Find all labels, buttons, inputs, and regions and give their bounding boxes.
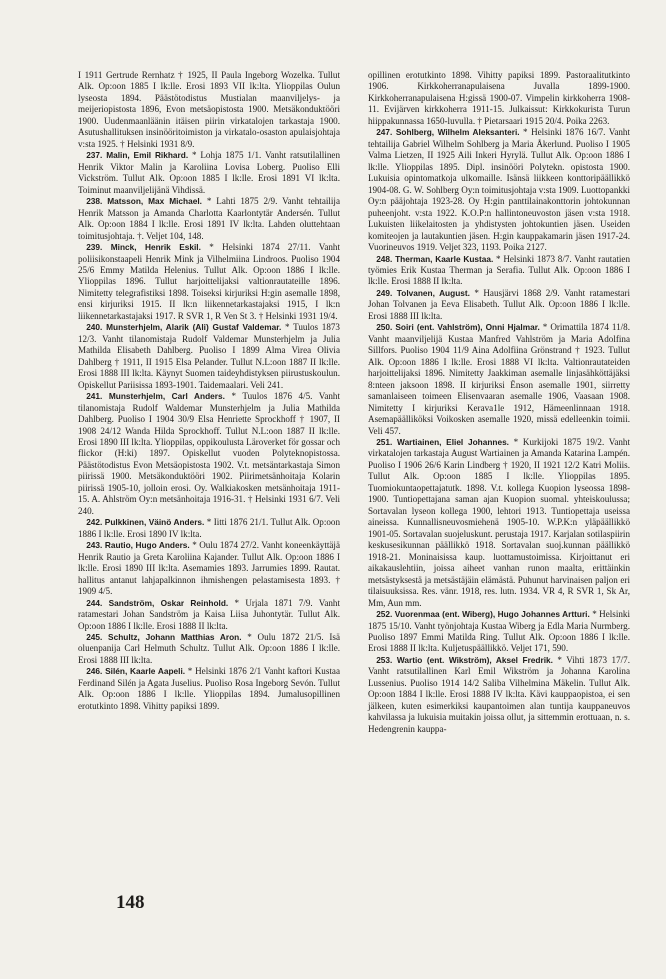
- biography-entry: [78, 242, 340, 322]
- entry-text: * Orimattila 1874 11/8. Vanht maanviljelijä Kustaa Manfred Vahlström ja Maria Adolfina Sillfors. Puoliso 1904 11/9 Aina Adolfiina Grönstrand † 1923. Tullut Alk. Op:oon 1886 I lk:lle. Erosi 1888 VI lk:lta. Valtionrautateiden harjoittelijaksi 1896. Nimitetty Jaakkiman asemalle linjasähköttäjäksi 8:nteen jaksoon 1898. II kirjuriksi Ënson asemalle 1901, siirretty samanlaiseen toimeen Elisenvaaran asemalle 1906, Vaasaan 1908. Nimitetty I kirjuriksi Kerava1le 1912, Hämeenlinnaan 1918. Asemapäälliköksi Voikosken asemalle 1920, missä edelleenkin toimii. Veli 457.: [368, 322, 630, 436]
- entry-text: * Urjala 1871 7/9. Vanht ratamestari Johan Sandström ja Kaisa Liisa Juhontytär. Tullut Alk. Op:oon 1886 I lk:lle. Erosi 1888 II lk:lta.: [78, 597, 340, 631]
- entry-text: * Lahti 1875 2/9. Vanht tehtailija Henrik Matsson ja Amanda Charlotta Kaarlontytär Andersén. Tullut Alk. Op:oon 1884 I lk:lle. Erosi 1891 IV lk:lta. Lahden oluttehtaan toimitusjohtaja. †. Veljet 104, 148.: [78, 196, 340, 241]
- page-number: 148: [116, 892, 145, 913]
- entry-heading: 253. Wartio (ent. Wikström), Aksel Fredrik.: [376, 654, 553, 665]
- biography-entry: [78, 598, 340, 632]
- entry-text: * Lohja 1875 1/1. Vanht ratsutilallinen Henrik Viktor Malin ja Karoliina Lovisa Loberg. Puoliso Elli Vickström. Tullut Alk. Op:oon 1885 I lk:lle. Erosi 1891 VI lk:lta. Toiminut maanviljelijänä Vihdissä.: [78, 150, 340, 195]
- entry-text: * Iitti 1876 21/1. Tullut Alk. Op:oon 1886 I lk:lle. Erosi 1890 IV lk:lta.: [78, 517, 340, 539]
- entry-heading: 237. Malin, Emil Rikhard.: [86, 150, 189, 161]
- entry-text: * Helsinki 1876 16/7. Vanht tehtailija Gabriel Wilhelm Sohlberg ja Maria Åkerlund. Puoliso I 1905 Valma Lietzen, II 1925 Aili Inkeri Hyrylä. Tullut Alk. Op:oon 1886 I lk:lle. Ylioppilas 1895. Dipl. insinööri Polytekn. opistosta 1900. Lukuisia opintomatkoja ulkomaille. Isänsä liikkeen konttoripäällikkö 1904-08. G. W. Sohlberg Oy:n toimitusjohtaja v:sta 1909. Luottopankki Oy:n pääjohtaja 1923-28. Oy H:gin panttilainakonttorin johtokunnan puheenjoht. v:sta 1922. K.O.P:n hallintoneuvoston jäsen v:sta 1918. Lukuisten liikelaitosten ja yhdistysten johtokuntien jäsen. Useiden komiteojen ja lautakuntien jäsen. H:gin kauppakamarin jäsen 1917-24. Vuorineuvos 1919. Veljet 323, 1193. Poika 2127.: [368, 127, 630, 253]
- biography-entry: [78, 150, 340, 196]
- entry-text: * Kurkijoki 1875 19/2. Vanht virkatalojen tarkastaja August Wartiainen ja Amanda Katarina Lampén. Puoliso I 1906 26/6 Karin Lindberg † 1920, II 1921 12/2 Katri Moliis. Tullut Alk. Op:oon 1885 I lk:lle. Ylioppilas 1895. Tuomiokuntaopettajatutk. 1898. V.t. kollega Kuopion lyseossa 1898-1900. Tuntiopettajana saman ajan Kuopion suomal. yhteiskoulussa; Sortavalan lyseon kollega 1900, lehtori 1913. Tuntiopettaja useissa aineissa. Kunnallisneuvosmiehenä 1905-10. W.P.K:n yläpäällikkö 1901-05. Sortavalan suojeluskunt. perustaja 1917. Karjalan sotilaspiirin keskusesikunnan päällikkö 1918. Sortavalan suoj.kunnan päällikkö 1918-21. Moninaisissa kaup. luottamustoimissa. Kirjoittanut eri aikakauslehtiin, joissa aiheet vanhan runon maalta, erittäinkin metsästyksestä ja metsästäjäin elämästä. Puhunut harvinaisen paljon eri tilaisuuksissa. Res. vänr. 1918, res. lutn. 1934. VR 4, R SVR 1, Sk Ar, Mm, Aun mm.: [368, 437, 630, 608]
- biography-entry: [368, 70, 630, 127]
- entry-text: * Oulu 1874 27/2. Vanht koneenkäyttäjä Henrik Rautio ja Greta Karoliina Kajander. Tullut Alk. Op:oon 1886 I lk:lle. Erosi 1890 III lk:lta. Asemamies 1893. Jarrumies 1899. Rautat. hallitus antanut lahjapalkinnon ihmishengen pelastamisesta 1893. † 1909 4/5.: [78, 540, 340, 597]
- entry-text: * Hausjärvi 1868 2/9. Vanht ratamestari Johan Tolvanen ja Eeva Elisabeth. Tullut Alk. Op:oon 1886 I lk:lle. Erosi 1888 III lk:lta.: [368, 287, 630, 321]
- right-column: [368, 70, 630, 735]
- entry-heading: 242. Pulkkinen, Väinö Anders.: [86, 517, 205, 528]
- biography-entry: [78, 632, 340, 666]
- entry-heading: 243. Rautio, Hugo Anders.: [86, 540, 190, 551]
- biography-entry: [78, 666, 340, 712]
- entry-text: I 1911 Gertrude Rernhatz † 1925, II Paula Ingeborg Wozelka. Tullut Alk. Op:oon 1885 I lk:lle. Erosi 1893 VII lk:lta. Ylioppilas Oulun lyseosta 1894. Päästötodistus Mustialan maanviljelys- ja meijeriopistosta 1896, Evon metsäopistosta 1900. Metsäkonduktööri 1900. Uudenmaanläänin itäisen piirin virkatalojen tarkastaja 1900. Asutushallituksen insinööritoimiston ja virkatalo-osaston apulaisjohtaja v:sta 1925. † Helsinki 1931 8/9.: [78, 70, 340, 149]
- biography-entry: [368, 322, 630, 437]
- entry-heading: 240. Munsterhjelm, Alarik (Ali) Gustaf Valdemar.: [86, 322, 282, 333]
- entry-heading: 247. Sohlberg, Wilhelm Aleksanteri.: [376, 127, 520, 138]
- entry-text: * Helsinki 1873 8/7. Vanht rautatien työmies Erik Kustaa Therman ja Serafia. Tullut Alk. Op:oon 1886 I lk:lle. Erosi 1888 II lk:lta.: [368, 253, 630, 287]
- entry-text: * Helsinki 1876 2/1 Vanht kaftori Kustaa Ferdinand Silén ja Agata Juselius. Puoliso Rosa Ingeborg Sevón. Tullut Alk. Op:oon 1886 I lk:lle. Ylioppilas 1894. Jumalusopillinen erotutkinto 1898. Vihitty papiksi 1899.: [78, 666, 340, 711]
- left-column: [78, 70, 340, 712]
- biography-entry: [78, 517, 340, 540]
- entry-heading: 251. Wartiainen, Eliel Johannes.: [376, 437, 509, 447]
- entry-heading: 252. Vuorenmaa (ent. Wiberg), Hugo Johannes Artturi.: [376, 609, 590, 620]
- entry-heading: 249. Tolvanen, August.: [376, 287, 470, 298]
- entry-text: * Helsinki 1875 15/10. Vanht työnjohtaja Kustaa Wiberg ja Edla Maria Nurmberg. Puoliso 1897 Emmi Matilda Ring. Tullut Alk. Op:oon 1886 I lk:lle. Erosi 1888 II lk:lta. Kuljetuspäällikkö. Veljet 171, 590.: [368, 609, 630, 654]
- biography-entry: [368, 609, 630, 655]
- entry-heading: 246. Silén, Kaarle Aapeli.: [86, 666, 186, 677]
- entry-heading: 250. Soiri (ent. Vahlström), Onni Hjalmar.: [376, 322, 540, 333]
- biography-entry: [78, 540, 340, 597]
- biography-entry: [78, 391, 340, 517]
- biography-entry: [78, 70, 340, 150]
- biography-entry: [368, 437, 630, 609]
- biography-entry: [368, 127, 630, 253]
- biography-entry: [368, 655, 630, 735]
- entry-heading: 238. Matsson, Max Michael.: [86, 196, 202, 207]
- biography-entry: [368, 288, 630, 322]
- entry-text: * Vihti 1873 17/7. Vanht ratsutilallinen Karl Emil Wikström ja Johanna Karolina Lussenius. Puoliso 1914 14/2 Saliba Vilhelmina Mäkelin. Tullut Alk. Op:oon 1884 I lk:lle. Erosi 1888 IV lk:lta. Kävi kauppaopistoa, ei sen jälkeen, kuten esimerkiksi kaupantoimen alan tuntija kauppaneuvos kahvilassa ja lukuisia muitakin joissa ollut, ja sittemmin erottuaan, n. s. Hedengrenin kauppa-: [368, 654, 630, 734]
- biography-entry: [78, 322, 340, 391]
- entry-text: * Tuulos 1876 4/5. Vanht tilanomistaja Rudolf Waldemar Munsterhjelm ja Julia Mathilda Dahlberg. Puoliso I 1904 30/9 Elsa Henriette Sprockhoff † 1907, II 1908 24/12 Wanda Hilda Sprockhoff. Tullut N.L:oon 1887 II lk:lle. Erosi 1890 III lk:lta. Ylioppilas, oppikoulusta Läroverket för gossar och flickor (H:ki) 1897. Opiskellut vuoden Polyteknopistossa. Päästötodistus Evon Metsäopistosta 1902. V.t. metsäntarkastaja Simon piirissä 1900. Metsäkonduktööri 1902. Piirimetsänhoitaja Kolarin piirissä 1905-10, jolloin erosi. Oy. Walkiakosken metsänhoitaja 1911-15. A. Ahlström Oy:n metsänhoitaja 1916-31. † Helsinki 1931 6/7. Veli 240.: [78, 391, 340, 516]
- entry-heading: 244. Sandström, Oskar Reinhold.: [86, 597, 229, 608]
- entry-heading: 248. Therman, Kaarle Kustaa.: [376, 253, 494, 264]
- entry-text: * Oulu 1872 21/5. Isä oluenpanija Carl Helmuth Schultz. Tullut Alk. Op:oon 1886 I lk:lle. Erosi 1888 III lk:lta.: [78, 631, 340, 665]
- biography-entry: [78, 196, 340, 242]
- entry-heading: 245. Schultz, Johann Matthias Aron.: [86, 631, 242, 642]
- entry-text: opillinen erotutkinto 1898. Vihitty papiksi 1899. Pastoraalitutkinto 1906. Kirkkoherranapulaisena Juvalla 1899-1900. Kirkkoherranapulaisena H:gissä 1900-07. Vimpelin kirkkoherra 1908-11. Evijärven kirkkoherra 1911-15. Julkaissut: Kirkkokurista Turun hiippakunnassa 1650-luvulla. † Pietarsaari 1915 20/4. Poika 2263.: [368, 70, 630, 126]
- entry-text: * Helsinki 1874 27/11. Vanht poliisikonstaapeli Henrik Mink ja Vilhelmiina Lindroos. Puoliso 1904 25/6 Emmy Matilda Helenius. Tullut Alk. Op:oon 1886 I lk:lle. Ylioppilas 1896. Tullut harjoittelijaksi valtionrautateille 1896. Nimitetty telegrafistiksi 1898. Toiseksi kirjuriksi H:gin asemalle 1898, ensi kirjuriksi 1915. II lk:n liikennetarkastajaksi 1915, I lk:n liikennetarkastajaksi 1917. R SVR 1, R Ven St 3. † Helsinki 1931 19/4.: [78, 242, 340, 321]
- biography-entry: [368, 254, 630, 288]
- entry-heading: 241. Munsterhjelm, Carl Anders.: [86, 391, 225, 402]
- entry-heading: 239. Minck, Henrik Eskil.: [86, 242, 201, 253]
- entry-text: * Tuulos 1873 12/3. Vanht tilanomistaja Rudolf Valdemar Munsterhjelm ja Julia Mathilda Elisabeth Dahlberg. Puoliso I 1899 Alma Virea Olivia Dahlberg † 1911, II 1915 Elsa Pelander. Tullut N.L:oon 1887 II lk:lle. Erosi 1888 III lk:lta. Käynyt Suomen taideyhdistyksen piirustuskoulun. Opiskellut Pariisissa 1893-1901. Taidemaalari. Veli 241.: [78, 322, 340, 390]
